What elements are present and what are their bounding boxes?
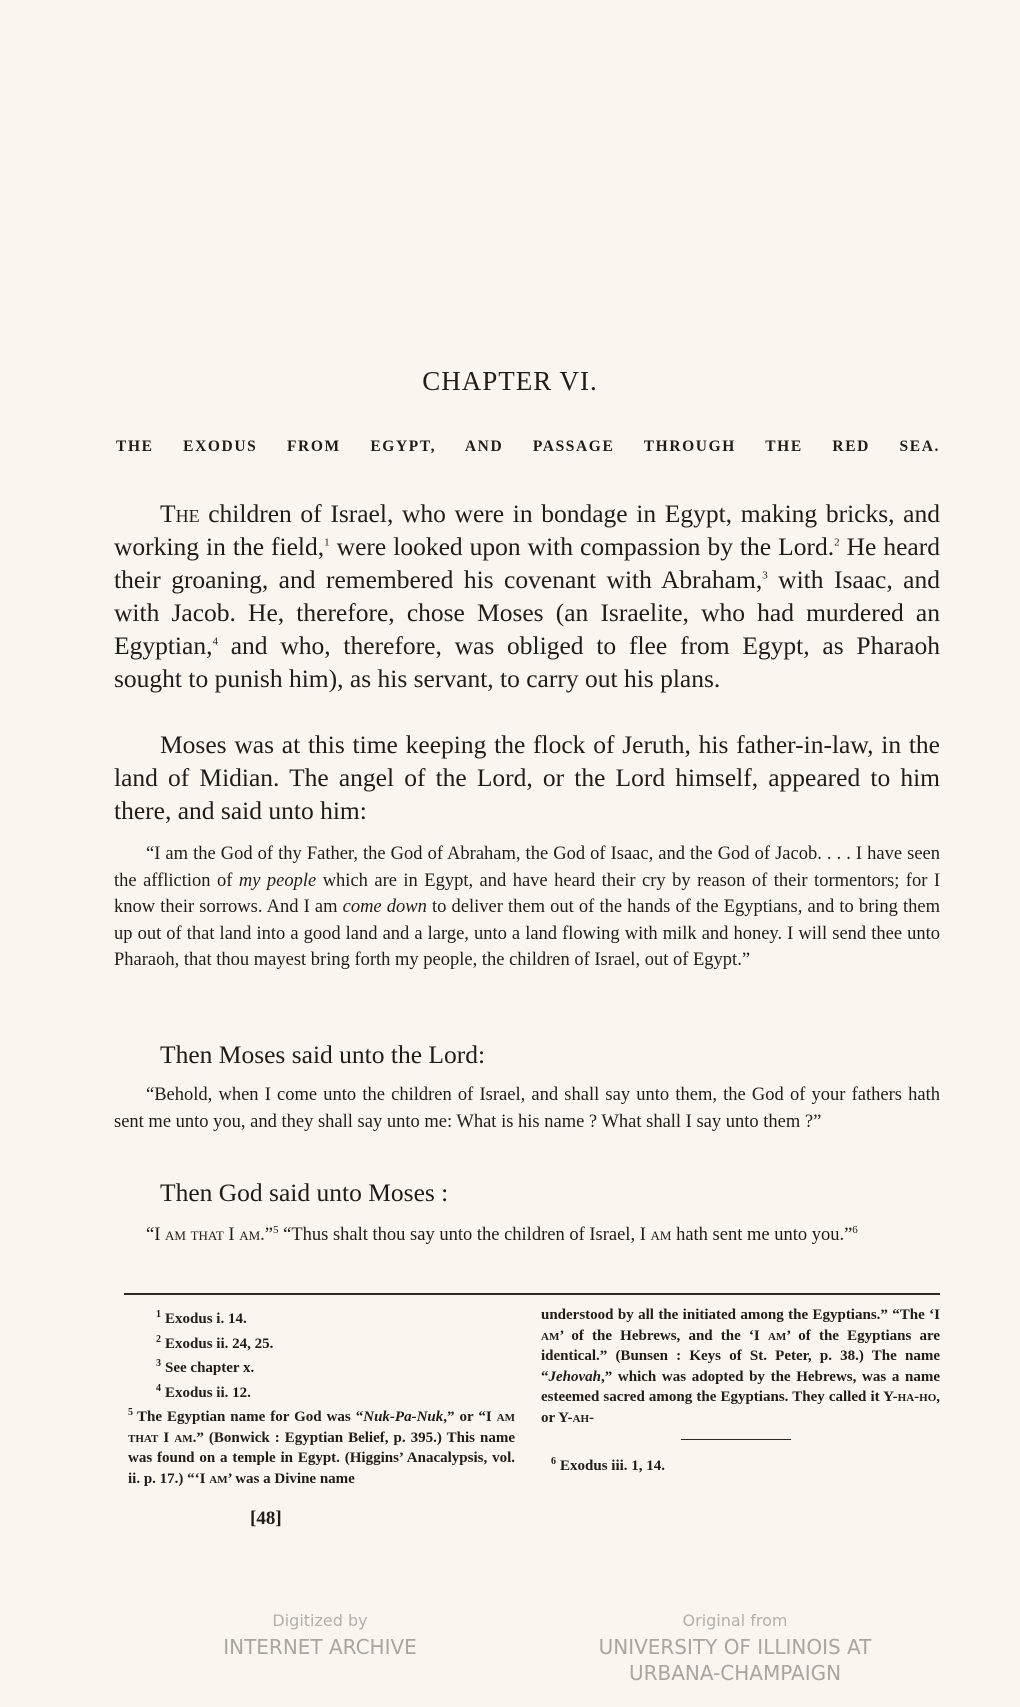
chapter-title: CHAPTER VI. xyxy=(422,366,598,396)
chapter-subtitle: THE EXODUS FROM EGYPT, AND PASSAGE THROUGH THE RED SEA. xyxy=(116,438,940,455)
quote-1 xyxy=(114,841,940,974)
lead-line-2: Then God said unto Moses : xyxy=(160,1178,449,1207)
fn5c-d: ,” which was adopted by the Hebrews, was a name esteemed sacred among the Egyptians. They called it Y- xyxy=(541,1368,940,1405)
p1-text-a: children of Israel, who were in bondage in Egypt, making bricks, and working in the field, xyxy=(114,499,940,561)
watermark-internet-archive: INTERNET ARCHIVE xyxy=(223,1635,417,1659)
paragraph-1 xyxy=(114,497,940,695)
footnote-ref-5: 5 xyxy=(273,1223,279,1236)
q3-sc-1: am that xyxy=(165,1225,224,1245)
fn5c-em: Jehovah xyxy=(548,1368,601,1385)
footnote-4-text: Exodus ii. 12. xyxy=(165,1384,251,1401)
footnote-4-number: 4 xyxy=(156,1382,161,1394)
footnote-3 xyxy=(128,1354,515,1379)
p1-text-e: and who, therefore, was obliged to flee from Egypt, as Pharaoh sought to punish him), as his servant, to carry out his plans. xyxy=(114,631,940,693)
watermark-original-label: Original from xyxy=(682,1611,788,1630)
fn5c-a: understood by all the initiated among the Egyptians.” “The ‘I xyxy=(541,1307,940,1323)
fn5-em: Nuk-Pa-Nuk xyxy=(363,1409,444,1425)
footnote-2 xyxy=(128,1330,515,1355)
q1-b: which are in Egypt, and have heard their cry by reason of their tormentors; for I know their sorrows. And I am xyxy=(114,870,941,917)
fn5-c: I xyxy=(158,1429,175,1446)
fn5c-c: ’ of the Egyptians are identical.” (Bunsen : Keys of St. Peter, p. 38.) The name “ xyxy=(541,1327,940,1385)
p1-text-b: were looked upon with compassion by the Lord. xyxy=(329,532,835,561)
footnote-ref-1: 1 xyxy=(324,536,330,549)
first-word: The xyxy=(160,499,200,528)
q3-text-2: hath sent me unto you.” xyxy=(671,1225,853,1245)
watermark-university-line-2: URBANA-CHAMPAIGN xyxy=(628,1661,842,1685)
fn5c-sc-2: am xyxy=(767,1327,787,1344)
footnote-4 xyxy=(128,1379,515,1404)
footnote-5 xyxy=(128,1403,515,1489)
q3-sc-3: am xyxy=(650,1225,672,1245)
q3-open: “I xyxy=(146,1225,165,1245)
fn5-sc-3: am xyxy=(209,1470,228,1487)
footnote-1 xyxy=(128,1305,515,1330)
paragraph-2 xyxy=(114,728,940,827)
fn5-sc-1: am that xyxy=(128,1409,515,1446)
footnote-6-number: 6 xyxy=(551,1456,556,1467)
footnote-3-text: See chapter x. xyxy=(165,1360,255,1376)
q1-em-1: my people xyxy=(238,870,317,891)
digitized-by-watermark xyxy=(170,1608,470,1660)
q3-mid: I xyxy=(223,1225,240,1245)
quote-2 xyxy=(114,1082,940,1135)
fn5c-sc-4: ah xyxy=(572,1409,590,1426)
footnote-ref-6: 6 xyxy=(852,1223,858,1236)
footnote-2-number: 2 xyxy=(156,1333,161,1345)
fn5-e: ’ was a Divine name xyxy=(227,1470,355,1487)
fn5c-e: , or Y- xyxy=(541,1389,940,1426)
p1-text-c: He heard their groaning, and remembered his covenant with Abraham, xyxy=(114,532,940,594)
footnotes-left-column xyxy=(128,1305,515,1489)
q1-c: to deliver them out of the hands of the Egyptians, and to bring them up out of that land into a good land and a large, unto a land flowing with milk and honey. I will send thee unto Pharaoh, that thou mayest bring forth my people, the children of Israel, out of Egypt.” xyxy=(114,897,941,970)
footnote-5-number: 5 xyxy=(128,1407,133,1418)
fn5c-sc-3: ha-ho xyxy=(897,1389,937,1405)
footnote-2-text: Exodus ii. 24, 25. xyxy=(165,1335,274,1352)
page-number: [48] xyxy=(250,1508,282,1529)
footnote-separator xyxy=(124,1293,940,1295)
fn5-b: ,” or “I xyxy=(443,1409,497,1425)
fn5c-sc-1: am xyxy=(541,1327,560,1344)
p2-text: Moses was at this time keeping the flock of Jeruth, his father-in-law, in the land of Midian. The angel of the Lord, or the Lord himself, appeared to him there, and said unto him: xyxy=(114,730,940,825)
footnote-1-text: Exodus i. 14. xyxy=(165,1311,247,1327)
footnote-ref-3: 3 xyxy=(762,569,768,582)
watermark-university-line-1: UNIVERSITY OF ILLINOIS AT xyxy=(598,1635,872,1659)
fn5c-f: - xyxy=(589,1409,595,1426)
q3-text: “Thus shalt thou say unto the children of Israel, I xyxy=(278,1225,651,1245)
original-from-watermark xyxy=(560,1608,910,1686)
q2-text: “Behold, when I come unto the children of Israel, and shall say unto them, the God of your fathers hath sent me unto you, and they shall say unto me: What is his name ? What shall I say unto them ?” xyxy=(114,1085,940,1132)
footnote-column-rule xyxy=(681,1439,791,1440)
footnotes-right-column xyxy=(541,1305,940,1477)
footnote-5-continued xyxy=(541,1305,940,1428)
q3-sc-2: am xyxy=(239,1225,261,1245)
watermark-digitized-label: Digitized by xyxy=(272,1611,368,1630)
quote-3 xyxy=(114,1222,940,1249)
footnote-6-text: Exodus iii. 1, 14. xyxy=(560,1458,666,1474)
footnote-1-number: 1 xyxy=(156,1309,161,1320)
q1-a: “I am the God of thy Father, the God of Abraham, the God of Isaac, and the God of Jacob. . . . I have seen the affliction of xyxy=(114,844,940,891)
p1-text-d: with Isaac, and with Jacob. He, therefore, chose Moses (an Israelite, who had murdered an Egyptian, xyxy=(114,565,940,660)
footnote-6 xyxy=(541,1452,940,1477)
fn5-a: The Egyptian name for God was “ xyxy=(137,1409,364,1425)
q3-close: .” xyxy=(260,1225,274,1245)
q1-em-2: come down xyxy=(342,897,427,917)
lead-line-1: Then Moses said unto the Lord: xyxy=(160,1040,486,1069)
footnote-3-number: 3 xyxy=(156,1358,161,1369)
fn5-d: .” (Bonwick : Egyptian Belief, p. 395.) This name was found on a temple in Egypt. (Higgins’ Anacalypsis, vol. ii. p. 17.) “‘I xyxy=(128,1429,515,1487)
fn5-sc-2: am xyxy=(174,1429,193,1446)
footnote-ref-2: 2 xyxy=(834,536,840,549)
fn5c-b: ’ of the Hebrews, and the ‘I xyxy=(559,1327,768,1344)
footnote-ref-4: 4 xyxy=(212,635,218,648)
